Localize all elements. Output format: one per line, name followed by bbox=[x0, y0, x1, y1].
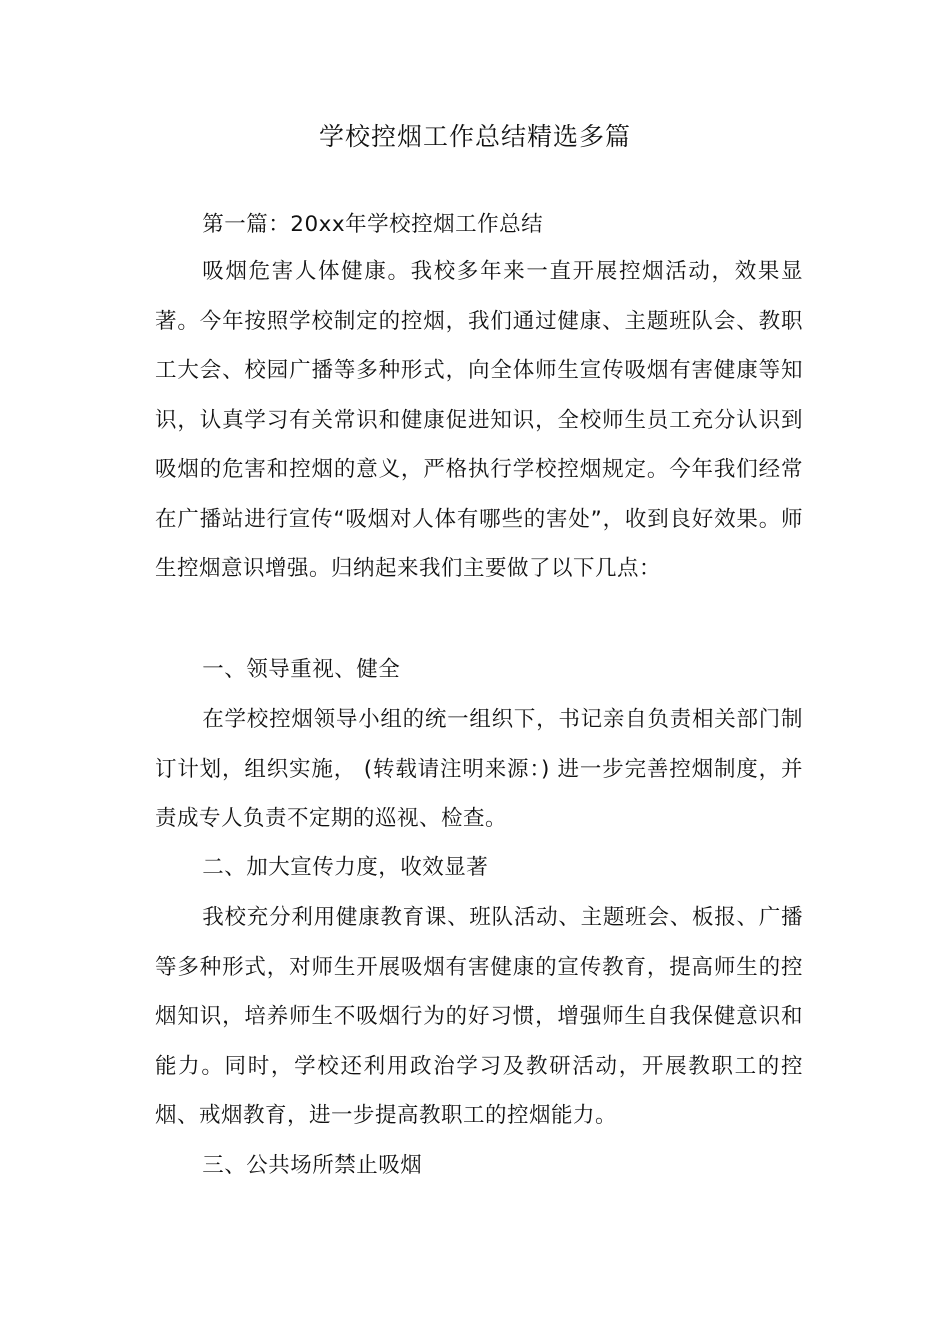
paragraph-intro: 吸烟危害人体健康。我校多年来一直开展控烟活动，效果显著。今年按照学校制定的控烟，我们通过健康、主题班队会、教职工大会、校园广播等多种形式，向全体师生宣传吸烟有害健康等知识，认真学习有关常识和健康促进知识，全校师生员工充分认识到吸烟的危害和控烟的意义，严格执行学校控烟规定。今年我们经常在广播站进行宣传“吸烟对人体有哪些的害处”，收到良好效果。师生控烟意识增强。归纳起来我们主要做了以下几点： bbox=[155, 259, 803, 581]
section-heading-3: 三、公共场所禁止吸烟 bbox=[202, 1153, 423, 1178]
document-title: 学校控烟工作总结精选多篇 bbox=[318, 122, 631, 151]
section-heading-first: 第一篇：20xx年学校控烟工作总结 bbox=[202, 212, 544, 237]
section-heading-2: 二、加大宣传力度，收效显著 bbox=[202, 855, 489, 880]
paragraph-leadership: 在学校控烟领导小组的统一组织下，书记亲自负责相关部门制订计划，组织实施， (转载请注明来源：) 进一步完善控烟制度，并责成专人负责不定期的巡视、检查。 bbox=[155, 707, 803, 831]
section-heading-1: 一、领导重视、健全 bbox=[202, 657, 401, 682]
paragraph-publicity: 我校充分利用健康教育课、班队活动、主题班会、板报、广播等多种形式，对师生开展吸烟有害健康的宣传教育，提高师生的控烟知识，培养师生不吸烟行为的好习惯，增强师生自我保健意识和能力。同时，学校还利用政治学习及教研活动，开展教职工的控烟、戒烟教育，进一步提高教职工的控烟能力。 bbox=[155, 905, 803, 1128]
